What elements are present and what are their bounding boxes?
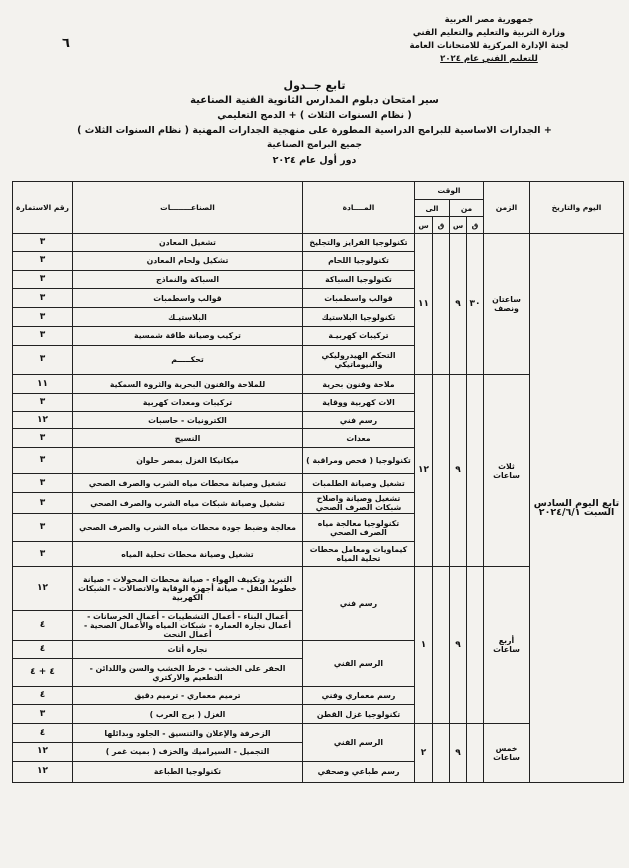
form-number-cell: ٣ xyxy=(13,234,73,252)
subject-cell: الرسم الفني xyxy=(303,724,415,762)
page-number: ٦ xyxy=(62,36,70,51)
form-number-cell: ٤ xyxy=(13,686,73,705)
to-minutes-cell xyxy=(433,567,450,724)
form-number-cell: ٣ xyxy=(13,542,73,567)
form-number-cell: ٤ + ٤ xyxy=(13,659,73,686)
form-number-cell: ٣ xyxy=(13,474,73,493)
professions-cell: الزخرفة والإعلان والتنسيق - الجلود وبدائلها xyxy=(73,724,303,743)
to-hours-cell: ٢ xyxy=(415,724,433,783)
form-number-cell: ٣ xyxy=(13,308,73,327)
professions-cell: التجميل - السيراميك والخزف ( بميت غمر ) xyxy=(73,743,303,762)
from-hours-cell: ٩ xyxy=(450,724,467,783)
header-from: من xyxy=(450,200,484,217)
form-number-cell: ٣ xyxy=(13,251,73,270)
professions-cell: الغزل ( برج العرب ) xyxy=(73,705,303,724)
subject-cell: رسم طباعي وصحفي xyxy=(303,761,415,782)
subject-cell: كيماويات ومعامل محطات تحلية المياه xyxy=(303,542,415,567)
professions-cell: نجارة أثاث xyxy=(73,640,303,659)
professions-cell: تركيبات ومعدات كهربية xyxy=(73,393,303,411)
header-professions: الصناعــــــــات xyxy=(73,182,303,234)
form-number-cell: ١٢ xyxy=(13,567,73,611)
title-competencies: + الجدارات الاساسية للبرامج الدراسية المطورة على منهجية الجدارات المهنية ( نظام السنوات الثلاث ) xyxy=(77,125,552,136)
professions-cell: أعمال البناء - أعمال التشطيبات - أعمال الخرسانات - أعمال نجارة العمارة - شبكات المياه والأعمال الصحية - أعمال النحت xyxy=(73,611,303,640)
header-to-s: س xyxy=(415,217,433,234)
subject-cell: ملاحة وفنون بحرية xyxy=(303,375,415,394)
to-minutes-cell xyxy=(433,375,450,567)
subject-cell: قوالب واسطمبات xyxy=(303,289,415,308)
header-line: وزارة التربية والتعليم والتعليم الفني xyxy=(412,28,566,38)
professions-cell: قوالب واسطمبات xyxy=(73,289,303,308)
form-number-cell: ٣ xyxy=(13,429,73,448)
from-minutes-cell: ٣٠ xyxy=(467,234,484,375)
header-from-s: س xyxy=(450,217,467,234)
subject-cell: الرسم الفني xyxy=(303,640,415,686)
professions-cell: تشكيل ولحام المعادن xyxy=(73,251,303,270)
subject-cell: معدات xyxy=(303,429,415,448)
form-number-cell: ٣ xyxy=(13,705,73,724)
subject-cell: تشغيل وصيانة الطلمبات xyxy=(303,474,415,493)
professions-cell: البلاستيـك xyxy=(73,308,303,327)
professions-cell: تشغيل وصيانة محطات تحلية المياه xyxy=(73,542,303,567)
header-to: الى xyxy=(415,200,450,217)
professions-cell: معالجة وضبط جودة محطات مياه الشرب والصرف الصحي xyxy=(73,514,303,542)
header-from-q: ق xyxy=(467,217,484,234)
from-minutes-cell xyxy=(467,724,484,783)
from-hours-cell: ٩ xyxy=(450,375,467,567)
professions-cell: السباكة والنماذج xyxy=(73,270,303,289)
header-day: اليوم والتاريخ xyxy=(530,182,624,234)
professions-cell: تحكـــــم xyxy=(73,345,303,374)
form-number-cell: ١٢ xyxy=(13,743,73,762)
from-hours-cell: ٩ xyxy=(450,234,467,375)
to-minutes-cell xyxy=(433,724,450,783)
subject-cell: رسم معماري وفني xyxy=(303,686,415,705)
table-row xyxy=(13,234,624,252)
form-number-cell: ٣ xyxy=(13,448,73,474)
professions-cell: ترميم معماري - ترميم دقيق xyxy=(73,686,303,705)
schedule-table xyxy=(12,181,624,783)
title-exam: سير امتحان دبلوم المدارس الثانوية الفنية الصناعية xyxy=(190,95,439,106)
professions-cell: تشغيل وصيانة شبكات مياه الشرب والصرف الصحي xyxy=(73,493,303,514)
subject-cell: تكنولوجيا الفرايز والتجليخ xyxy=(303,234,415,252)
from-minutes-cell xyxy=(467,375,484,567)
subject-cell: تكنولوجيا اللحام xyxy=(303,251,415,270)
professions-cell: تركيب وصيانة طاقة شمسية xyxy=(73,327,303,346)
subject-cell: تكنولوجيا معالجة مياه الصرف الصحي xyxy=(303,514,415,542)
subject-cell: التحكم الهيدروليكي والنيوماتيكي xyxy=(303,345,415,374)
document-titles xyxy=(30,78,599,168)
form-number-cell: ٣ xyxy=(13,493,73,514)
professions-cell: تشغيل وصيانة محطات مياه الشرب والصرف الصحي xyxy=(73,474,303,493)
day-date-cell: تابع اليوم السادس السبت ٢٠٢٤/٦/١ xyxy=(530,234,624,783)
form-number-cell: ٣ xyxy=(13,345,73,374)
ministry-header xyxy=(379,14,599,66)
subject-cell: رسم فني xyxy=(303,567,415,640)
to-hours-cell: ١٢ xyxy=(415,375,433,567)
subject-cell: تكنولوجيا البلاستيك xyxy=(303,308,415,327)
header-duration: الزمن xyxy=(484,182,530,234)
header-line: لجنة الإدارة المركزية للامتحانات العامة xyxy=(409,41,569,51)
subject-cell: الات كهربية ووقاية xyxy=(303,393,415,411)
form-number-cell: ٣ xyxy=(13,514,73,542)
subject-cell: تشغيل وصيانة واصلاح شبكات الصرف الصحي xyxy=(303,493,415,514)
title-programs: جميع البرامج الصناعية xyxy=(267,140,362,150)
form-number-cell: ٣ xyxy=(13,393,73,411)
professions-cell: ميكانيكا الغزل بمصر حلوان xyxy=(73,448,303,474)
professions-cell: للملاحة والفنون البحرية والثروة السمكية xyxy=(73,375,303,394)
form-number-cell: ١٢ xyxy=(13,761,73,782)
form-number-cell: ٣ xyxy=(13,270,73,289)
title-system: ( نظام السنوات الثلاث ) + الدمج التعليمي xyxy=(217,110,412,121)
duration-cell: ثلاث ساعات xyxy=(484,375,530,567)
duration-cell: ساعتان ونصف xyxy=(484,234,530,375)
header-line: للتعليم الفني عام ٢٠٢٤ xyxy=(440,54,538,64)
form-number-cell: ١١ xyxy=(13,375,73,394)
subject-cell: رسم فني xyxy=(303,411,415,429)
form-number-cell: ١٢ xyxy=(13,411,73,429)
to-hours-cell: ١ xyxy=(415,567,433,724)
form-number-cell: ٤ xyxy=(13,724,73,743)
professions-cell: الكترونيات - حاسبات xyxy=(73,411,303,429)
professions-cell: الحفر على الخشب - خرط الخشب والسن واللدائن - التطعيم والاركتري xyxy=(73,659,303,686)
duration-cell: أربع ساعات xyxy=(484,567,530,724)
form-number-cell: ٤ xyxy=(13,611,73,640)
header-line: جمهورية مصر العربية xyxy=(444,15,534,25)
form-number-cell: ٣ xyxy=(13,289,73,308)
professions-cell: تشغيل المعادن xyxy=(73,234,303,252)
subject-cell: تكنولوجيا غزل القطن xyxy=(303,705,415,724)
header-form-number: رقم الاستمارة xyxy=(13,182,73,234)
to-minutes-cell xyxy=(433,234,450,375)
form-number-cell: ٣ xyxy=(13,327,73,346)
professions-cell: النسيج xyxy=(73,429,303,448)
from-hours-cell: ٩ xyxy=(450,567,467,724)
from-minutes-cell xyxy=(467,567,484,724)
title-continued: تابع جــدول xyxy=(283,79,346,92)
title-session: دور أول عام ٢٠٢٤ xyxy=(272,155,357,166)
subject-cell: تكنولوجيا ( فحص ومراقبة ) xyxy=(303,448,415,474)
header-subject: المــــادة xyxy=(303,182,415,234)
professions-cell: التبريد وتكييف الهواء - صيانة محطات المحولات - صيانة خطوط النقل - صيانة أجهزة الوقاية والاتصالات - الشبكات الكهربية xyxy=(73,567,303,611)
duration-cell: خمس ساعات xyxy=(484,724,530,783)
schedule-body xyxy=(13,234,624,783)
professions-cell: تكنولوجيا الطباعة xyxy=(73,761,303,782)
header-time: الوقت xyxy=(415,182,484,200)
form-number-cell: ٤ xyxy=(13,640,73,659)
header-to-q: ق xyxy=(433,217,450,234)
to-hours-cell: ١١ xyxy=(415,234,433,375)
subject-cell: تكنولوجيا السباكة xyxy=(303,270,415,289)
subject-cell: تركيبات كهربيـة xyxy=(303,327,415,346)
